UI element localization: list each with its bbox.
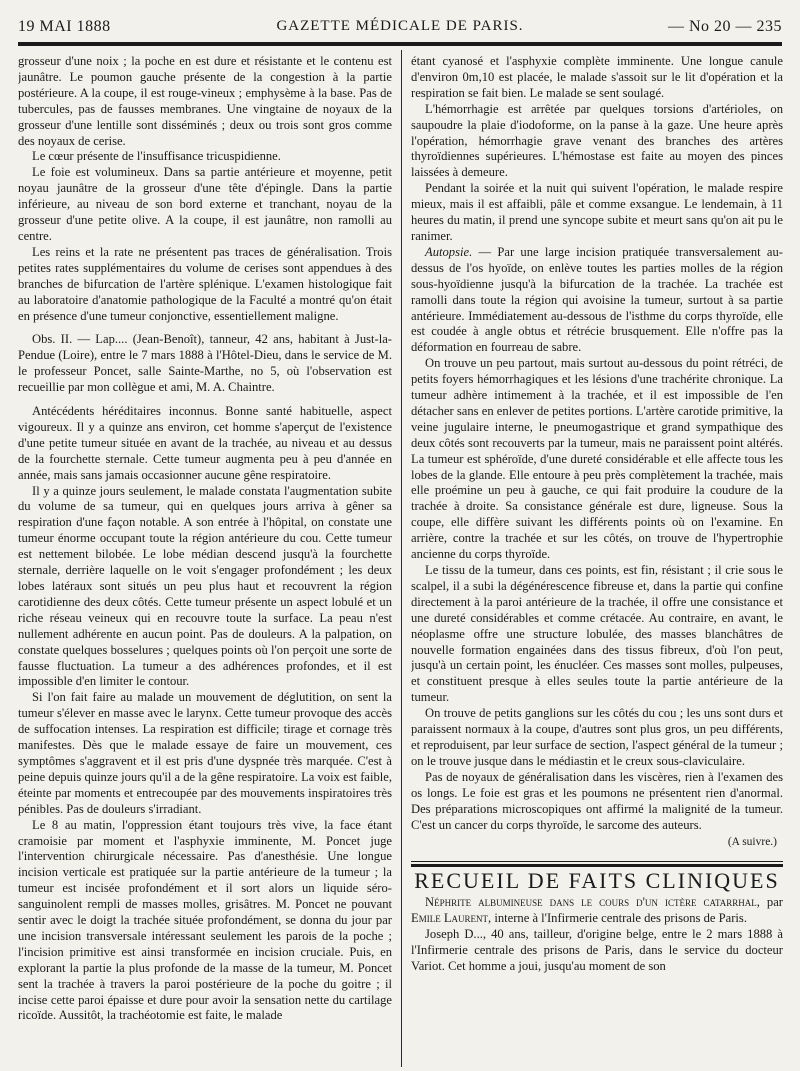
paragraph: Si l'on fait faire au malade un mouvement de déglutition, on sent la tumeur s'élever en masse avec le larynx. Cette tumeur provoque des accès de suffocation intenses. La respiration est difficile; tirage et cornage très manifestes. Dès que le malade essaye de faire un mouvement, ces symptômes s'aggravent et il est pris d'une dyspnée très marquée. C'est à peine depuis quinze jours qu'il a de la gêne respiratoire. La voix est faible, éteinte par moments et entrecoupée par des mouvements inspiratoires très pénibles. Pas de douleurs s'irradiant. <box>18 690 392 816</box>
autopsy-paragraph <box>411 245 783 356</box>
paragraph: Pas de noyaux de généralisation dans les viscères, rien à l'examen des os longs. Le foie est gras et les poumons ne présentent rien d'anormal. Des préparations microscopiques ont affirmé la malignité de la tumeur. C'est un cancer du corps thyroïde, le sarcome des auteurs. <box>411 769 783 832</box>
article-title: Néphrite albumineuse dans le cours d'un ictère catarrhal, <box>425 895 760 910</box>
observation-heading-paragraph: Obs. II. — Lap.... (Jean-Benoît), tanneur, 42 ans, habitant à Just-la-Pendue (Loire), entre le 7 mars 1888 à l'Hôtel-Dieu, dans le service de M. le professeur Poncet, salle Sainte-Marthe, no 5, où l'observation est recueillie par mon collègue et ami, M. A. Chaintre. <box>18 332 392 395</box>
paragraph: Le 8 au matin, l'oppression étant toujours très vive, la face étant cramoisie par moment et l'asphyxie imminente, M. Poncet juge l'intervention chirurgicale nécessaire. Pas d'anesthésie. Une longue incision verticale est pratiquée sur la partie antérieure de la tumeur ; la tumeur est incisée profondément et il sort alors un liquide séro-sanguinolent rempli de masses molles, grisâtres. M. Poncet ne pouvant sentir avec le doigt la trachée située profondément, se donna du jour par une incision transversale intéressant seulement les parois de la poche ; l'incision primitive est ainsi transformée en incision cruciale. Puis, en explorant la partie la plus profonde de la masse de la tumeur, M. Poncet sent la trachée à travers la paroi postérieure de la poche du goitre ; il incise cette paroi épaisse et dure pour avoir la sensation nette du cartilage ricoïde. Aussitôt, la trachéotomie est faite, le malade <box>18 817 392 1023</box>
paragraph: Le cœur présente de l'insuffisance tricuspidienne. <box>32 149 281 164</box>
section-rule-thin <box>411 861 783 862</box>
section-title: RECUEIL DE FAITS CLINIQUES <box>414 868 780 894</box>
paragraph: grosseur d'une noix ; la poche en est dure et résistante et le contenu est jaunâtre. Le poumon gauche présente de la congestion à la partie postérieure. A la coupe, il est rouge-vineux ; emphysème à la base. Pas de tubercules, pas de fausses membranes. Une vingtaine de noyaux de la grosseur d'une lentille sont disséminés ; deux ou trois sont gros comme des noyaux de cerise. <box>18 54 392 148</box>
autopsy-text: — Par une large incision pratiquée transversalement au-dessus de l'os hyoïde, on enlève toutes les parties molles de la région sous-hyoïdienne jusqu'à la bifurcation de la trachée. La trachée est ramolli dans toute la région qui avoisine la tumeur, surtout à sa partie antérieure. Immédiatement au-dessous de l'isthme du corps thyroïde, elle est coudée à angle obtus et rétrécie brusquement. Elle n'offre pas la déformation en fourreau de sabre. <box>411 244 783 355</box>
journal-title: GAZETTE MÉDICALE DE PARIS. <box>276 18 524 34</box>
paragraph: Les reins et la rate ne présentent pas traces de généralisation. Trois petites rates supplémentaires du volume de cerises sont appendues à des branches de bifurcation de l'artère splénique. L'examen histologique fait au laboratoire d'anatomie pathologique de la Faculté a montré qu'on était en présence d'une tumeur conjonctive, essentiellement maligne. <box>18 244 392 323</box>
paragraph: On trouve un peu partout, mais surtout au-dessous du point rétréci, de petits foyers hémorrhagiques et les lésions d'une trachérite chronique. La tumeur adhère intimement à la trachée, et il est impossible de l'en détacher sans en enlever de petites portions. L'artère carotide primitive, la veine jugulaire interne, le pneumogastrique et grand sympathique des deux côtés sont recouverts par la tumeur, mais ne paraissent point altérés. La tumeur est sphéroïde, d'une dureté considérable et elle affecte tous les lobes de la glande. Elle entoure à peu près complètement la trachée, mais elle proémine un peu à gauche, ce qui fait produire la coudure de la trachée à droite. Sa consistance générale est dure, ligneuse. Sous la coupe, elle diffère suivant les différents points où on l'examine. En arrière, contre la trachée et sur les côtés, on trouve de l'hypertrophie ancienne du corps thyroïde. <box>411 356 783 562</box>
article-by: par <box>759 895 783 910</box>
article-affiliation: , interne à l'Infirmerie centrale des prisons de Paris. <box>488 911 747 926</box>
header-rule <box>18 42 782 46</box>
paragraph: L'hémorrhagie est arrêtée par quelques torsions d'artérioles, on saupoudre la plaie d'iodoforme, on la panse à la gaze. Une heure après l'opération, hémorrhagie grave venant des branches des artères thyroïdiennes supérieures. L'hémostase est faite au moyen des pinces laissées à demeure. <box>411 101 783 180</box>
issue-date: 19 MAI 1888 <box>18 18 111 35</box>
paragraph: Antécédents héréditaires inconnus. Bonne santé habituelle, aspect vigoureux. Il y a quinze ans environ, cet homme s'aperçut de l'existence d'une petite tumeur située en avant de la trachée, au niveau et au dessus de la fourchette sternale. Cette tumeur augmenta peu à peu d'année en année, mais sans jamais occasionner aucune gêne respiratoire. <box>18 404 392 482</box>
paragraph: Il y a quinze jours seulement, le malade constata l'augmentation subite du volume de sa tumeur, qui en quelques jours arriva à gêner sa respiration d'une façon notable. A son entrée à l'hôpital, on constate une tumeur énorme occupant toute la région antérieure du cou. Cette tumeur est nettement bilobée. Le lobe médian descend jusqu'à la fourchette sternale, derrière laquelle on le voit s'engager profondément ; les deux lobes latéraux sont situés un peu plus haut et recouvrent la région carotidienne des deux côtés. Cette tumeur présente un aspect lobulé et un riche réseau veineux qui en recouvre toute la surface. La peau n'est nullement adhérente en aucun point. Pas de douleurs. A la palpation, on constate quelques bosselures ; quelques points où l'on perçoit une sorte de fausse fluctuation. La tumeur a des adhérences profondes, et il est impossible d'en limiter le contour. <box>18 483 392 689</box>
section-rule-thick <box>411 864 783 867</box>
right-column <box>411 54 783 1065</box>
paragraph: Pendant la soirée et la nuit qui suivent l'opération, le malade respire mieux, mais il est affaibli, pâle et comme exsangue. Le lendemain, à 11 heures du matin, il prend une syncope subite et meurt sans qu'on ait pu le ranimer. <box>411 181 783 243</box>
paragraph: étant cyanosé et l'asphyxie complète imminente. Une longue canule d'environ 0m,10 est placée, le malade s'assoit sur le lit d'opération et la respiration se fait bien. Le malade se sent soulagé. <box>411 54 783 100</box>
article-author: Emile Laurent <box>411 911 489 926</box>
page-header <box>18 14 782 40</box>
autopsy-label: Autopsie. <box>425 244 473 259</box>
to-be-continued: (A suivre.) <box>727 836 777 849</box>
paragraph: Le tissu de la tumeur, dans ces points, est fin, résistant ; il crie sous le scalpel, il a subi la dégénérescence fibreuse et, dans la partie qui confine directement à la paroi antérieure de la trachée, il offre une consistance et une dureté considérables et comme crétacée. Au contraire, en avant, le néoplasme offre une structure lobulée, des masses blanchâtres de nouvelle formation engainées dans des tissus fibreux, d'où l'on peut, jusqu'à un certain point, les énucléer. Ces masses sont molles, pulpeuses, et constituent presque à elles seules toute la partie antérieure de la tumeur. <box>411 563 783 705</box>
paragraph: Le foie est volumineux. Dans sa partie antérieure et moyenne, petit noyau jaunâtre de la grosseur d'une tête d'épingle. Dans la partie inférieure, au niveau de son bord externe et tranchant, noyau de la grosseur d'une petite olive. A la coupe, il est jaunâtre, non ramolli au centre. <box>18 165 392 243</box>
paragraph: On trouve de petits ganglions sur les côtés du cou ; les uns sont durs et paraissent normaux à la coupe, d'autres sont plus gros, un peu différents, et reproduisent, par leur surface de section, l'aspect général de la tumeur ; on le trouve jusque dans le médiastin et le creux sous-claviculaire. <box>411 706 783 768</box>
issue-page-number: — No 20 — 235 <box>667 18 782 35</box>
paragraph: Joseph D..., 40 ans, tailleur, d'origine belge, entre le 2 mars 1888 à l'Infirmerie centrale des prisons de Paris, dans le service du docteur Variot. Cet homme a joui, jusqu'au moment de son <box>411 927 783 973</box>
column-divider <box>401 50 402 1067</box>
left-column <box>18 54 392 1065</box>
article-heading <box>411 895 783 927</box>
